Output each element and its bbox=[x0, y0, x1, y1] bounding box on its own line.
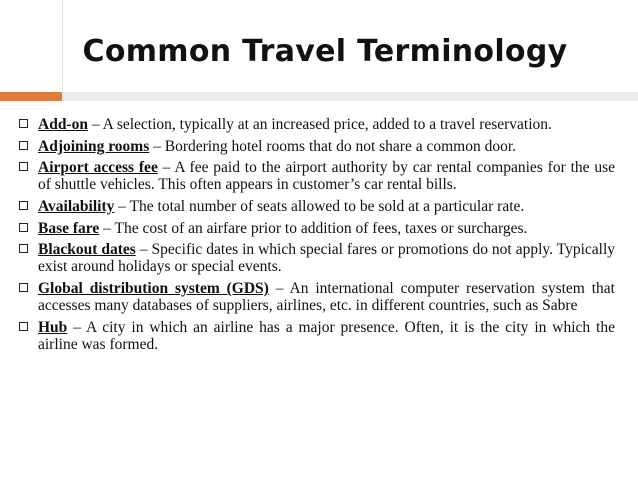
list-item bbox=[18, 159, 615, 193]
slide-title: Common Travel Terminology bbox=[82, 34, 568, 69]
term-definition: – A city in which an airline has a major presence. Often, it is the city in which the airline was formed. bbox=[38, 318, 615, 353]
term-name: Global distribution system (GDS) bbox=[38, 279, 269, 297]
term-definition: – A fee paid to the airport authority by car rental companies for the use of shuttle vehicles. This often appears in customer’s car rental bills. bbox=[38, 159, 615, 194]
term-definition: – The total number of seats allowed to be sold at a particular rate. bbox=[114, 197, 525, 215]
list-item bbox=[18, 198, 615, 215]
term-definition: – A selection, typically at an increased price, added to a travel reservation. bbox=[87, 116, 552, 133]
square-bullet-icon bbox=[19, 162, 28, 171]
list-item bbox=[18, 220, 615, 237]
square-bullet-icon bbox=[19, 283, 28, 292]
title-rule-bar bbox=[62, 92, 638, 101]
term-name: Hub bbox=[38, 318, 68, 336]
term-name: Blackout dates bbox=[38, 241, 136, 259]
list-item bbox=[18, 116, 615, 133]
square-bullet-icon bbox=[19, 223, 28, 232]
term-definition: – An international computer reservation system that accesses many databases of suppliers, airlines, etc. in different countries, such as Sabre bbox=[38, 279, 615, 315]
list-item bbox=[18, 241, 615, 275]
term-name: Add-on bbox=[38, 116, 88, 133]
term-name: Airport access fee bbox=[38, 159, 158, 177]
square-bullet-icon bbox=[19, 322, 28, 331]
term-definition: – Bordering hotel rooms that do not share a common door. bbox=[149, 137, 517, 155]
term-definition: – Specific dates in which special fares or promotions do not apply. Typically exist around holidays or special events. bbox=[38, 241, 615, 276]
square-bullet-icon bbox=[19, 201, 28, 210]
term-name: Adjoining rooms bbox=[38, 137, 150, 155]
term-name: Availability bbox=[38, 197, 115, 215]
term-list bbox=[18, 116, 615, 358]
list-item bbox=[18, 280, 615, 314]
title-accent-bar bbox=[0, 92, 62, 101]
term-definition: – The cost of an airfare prior to addition of fees, taxes or surcharges. bbox=[99, 219, 528, 237]
square-bullet-icon bbox=[19, 119, 28, 128]
list-item bbox=[18, 138, 615, 155]
term-name: Base fare bbox=[38, 219, 100, 237]
list-item bbox=[18, 319, 615, 353]
square-bullet-icon bbox=[19, 141, 28, 150]
square-bullet-icon bbox=[19, 244, 28, 253]
